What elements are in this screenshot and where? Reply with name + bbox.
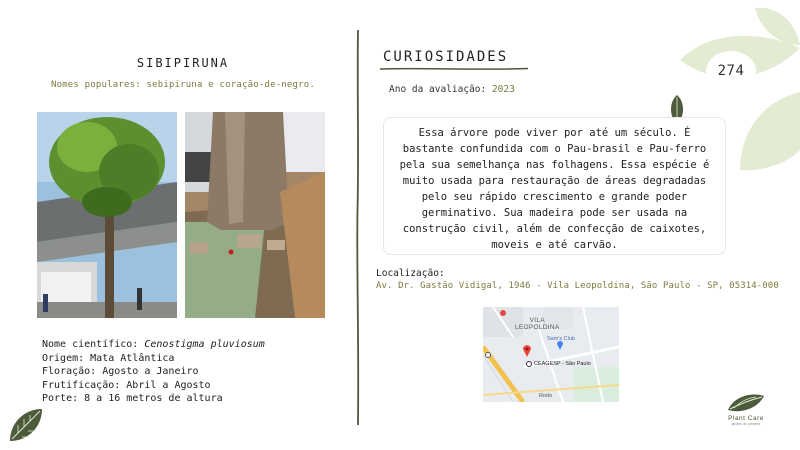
plant-care-logo <box>716 392 776 426</box>
plant-care-leaf-icon <box>726 392 766 414</box>
location-map[interactable] <box>483 307 619 402</box>
tree-number: 274 <box>717 63 745 79</box>
origin-row: Origem: Mata Atlântica <box>42 352 175 364</box>
fruiting-row: Frutificação: Abril a Agosto <box>42 379 211 391</box>
species-title: SIBIPIRUNA <box>136 56 230 70</box>
curiosity-description: Essa árvore pode viver por até um século. É bastante confundida com o Pau-brasil e Pau-ferro pela sua semelhança nas folhagens. Essa espécie é muito usada para restauração de áreas degradadas pelo seu rápido crescimento e grande poder germinativo. Sua madeira pode ser usada na construção civil, além de confecção de caixotes, moveis e até carvão. <box>383 117 726 255</box>
flowering-row: Floração: Agosto a Janeiro <box>42 366 199 377</box>
scientific-name: Cenostigma pluviosum <box>144 339 265 350</box>
scientific-name-row: Nome científico: Cenostigma pluviosum <box>42 339 265 350</box>
location-address: Av. Dr. Gastão Vidigal, 1946 - Vila Leopoldina, São Paulo - SP, 05314-000 <box>376 281 779 291</box>
title-underline <box>380 66 528 72</box>
brand-name: Plant Care <box>728 415 764 422</box>
size-row: Porte: 8 a 16 metros de altura <box>42 393 223 404</box>
tree-trunk-photo <box>185 112 325 318</box>
map-road-label: Rodo <box>539 393 553 399</box>
tree-facts <box>42 338 265 406</box>
vertical-divider <box>354 30 362 425</box>
tree-canopy-photo <box>37 112 177 318</box>
map-poi-sams: Sam's Club <box>547 336 575 342</box>
map-district-label: VILA LEOPOLDINA <box>515 317 560 331</box>
decorative-leaf-bottom-left <box>6 405 46 445</box>
evaluation-year-value: 2023 <box>491 84 515 95</box>
popular-names: Nomes populares: sebipiruna e coração-de-negro. <box>50 80 316 90</box>
curiosities-title: CURIOSIDADES <box>383 49 509 65</box>
tree-number-badge <box>706 51 756 91</box>
map-poi-ceagesp: CEAGESP - São Paulo <box>534 361 591 367</box>
brand-tagline: jardins de primeira <box>731 422 761 426</box>
location-label: Localização: <box>376 268 445 279</box>
evaluation-year: Ano da avaliação: 2023 <box>389 84 515 95</box>
